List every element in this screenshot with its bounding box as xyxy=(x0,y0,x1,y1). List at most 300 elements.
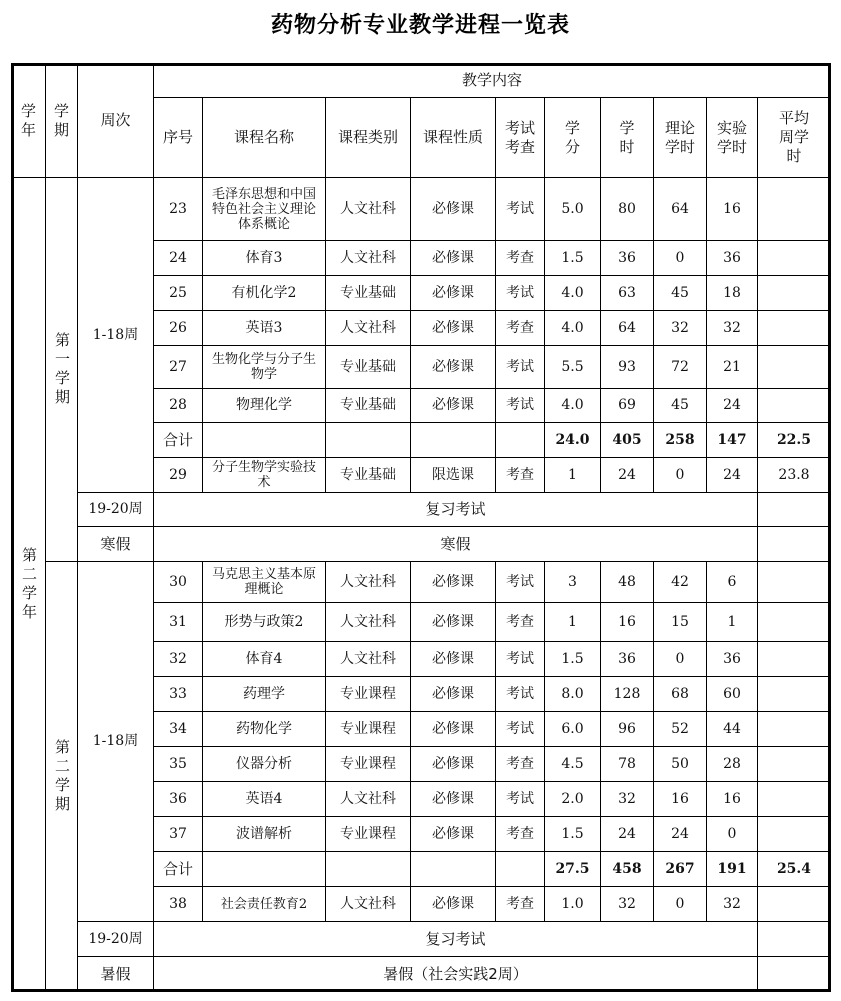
total-empty xyxy=(410,851,496,887)
course-credit xyxy=(544,345,601,389)
course-credit-text: 1.5 xyxy=(561,249,584,266)
total-theory xyxy=(653,851,707,887)
course-credit-text: 1 xyxy=(568,466,577,483)
semester-label-text: 第二学期 xyxy=(53,738,71,815)
course-exam xyxy=(495,310,545,346)
course-avg xyxy=(757,310,831,346)
course-theory xyxy=(653,457,707,493)
course-no-text: 24 xyxy=(169,249,187,266)
course-no xyxy=(153,275,203,311)
course-credit xyxy=(544,816,601,852)
total-credit xyxy=(544,422,601,458)
course-no-text: 33 xyxy=(169,685,187,702)
course-hours-text: 36 xyxy=(618,650,636,667)
course-exam-text: 考试 xyxy=(506,720,534,737)
course-category xyxy=(325,816,411,852)
course-name-text: 体育4 xyxy=(245,650,283,667)
total-theory-text: 258 xyxy=(665,431,695,448)
course-name xyxy=(202,388,326,423)
course-avg xyxy=(757,886,831,922)
course-exam xyxy=(495,602,545,642)
course-credit xyxy=(544,177,601,241)
total-label-text: 合计 xyxy=(162,859,193,878)
course-theory xyxy=(653,816,707,852)
course-nature xyxy=(410,886,496,922)
course-name xyxy=(202,816,326,852)
total-lab-text: 147 xyxy=(717,431,747,448)
course-hours-text: 69 xyxy=(618,397,636,413)
course-hours-text: 96 xyxy=(618,720,636,737)
course-theory xyxy=(653,345,707,389)
course-name xyxy=(202,781,326,817)
course-lab-text: 36 xyxy=(723,650,741,667)
course-category-text: 人文社科 xyxy=(340,200,396,217)
total-hours-text: 458 xyxy=(612,860,642,877)
course-lab xyxy=(706,561,758,603)
course-hours-text: 63 xyxy=(618,284,636,301)
course-theory-text: 68 xyxy=(671,685,689,702)
course-exam xyxy=(495,746,545,782)
course-category-text: 专业基础 xyxy=(340,358,396,375)
course-name-text: 有机化学2 xyxy=(231,284,297,301)
total-hours-text: 405 xyxy=(612,431,642,448)
course-hours xyxy=(600,781,654,817)
course-name-text: 分子生物学实验技术 xyxy=(211,460,316,490)
course-name-text: 药物化学 xyxy=(236,720,292,737)
course-category-text: 专业课程 xyxy=(340,755,396,772)
course-hours xyxy=(600,177,654,241)
course-name xyxy=(202,602,326,642)
course-nature xyxy=(410,345,496,389)
semester-label xyxy=(45,177,78,562)
course-no xyxy=(153,816,203,852)
course-credit xyxy=(544,310,601,346)
course-lab xyxy=(706,275,758,311)
header-theory xyxy=(653,97,707,178)
course-lab xyxy=(706,711,758,747)
course-lab-text: 36 xyxy=(723,249,741,266)
total-empty xyxy=(202,422,326,458)
course-name xyxy=(202,457,326,493)
course-theory-text: 0 xyxy=(675,895,685,912)
course-theory-text: 52 xyxy=(671,720,689,737)
course-hours xyxy=(600,345,654,389)
holiday-text xyxy=(153,956,758,992)
course-lab xyxy=(706,240,758,276)
course-nature xyxy=(410,781,496,817)
course-theory-text: 0 xyxy=(675,650,685,667)
course-lab xyxy=(706,457,758,493)
course-name xyxy=(202,561,326,603)
course-theory-text: 16 xyxy=(671,790,689,807)
course-nature-text: 必修课 xyxy=(432,319,474,336)
course-category-text: 人文社科 xyxy=(340,319,396,336)
course-nature xyxy=(410,746,496,782)
course-lab xyxy=(706,746,758,782)
course-lab xyxy=(706,310,758,346)
course-credit xyxy=(544,602,601,642)
course-exam-text: 考试 xyxy=(506,284,534,301)
course-no-text: 35 xyxy=(169,755,187,772)
course-exam-text: 考查 xyxy=(506,319,534,336)
review-text xyxy=(153,492,758,527)
course-no xyxy=(153,676,203,712)
semester-weeks xyxy=(77,561,154,922)
course-theory-text: 72 xyxy=(671,358,689,375)
header-nature-text: 课程性质 xyxy=(422,128,483,146)
course-exam xyxy=(495,457,545,493)
course-theory-text: 0 xyxy=(675,466,685,483)
course-exam xyxy=(495,275,545,311)
course-exam-text: 考试 xyxy=(506,650,534,667)
course-exam-text: 考查 xyxy=(506,466,534,483)
course-theory xyxy=(653,886,707,922)
course-no-text: 26 xyxy=(169,319,187,336)
review-text-text: 复习考试 xyxy=(425,929,486,948)
total-lab-text: 191 xyxy=(717,860,747,877)
header-avg xyxy=(757,97,831,178)
course-credit-text: 4.0 xyxy=(561,397,584,413)
header-avg-text: 平均周学时 xyxy=(778,109,809,165)
course-exam-text: 考查 xyxy=(506,825,534,842)
holiday-empty xyxy=(757,956,831,992)
header-content-text: 教学内容 xyxy=(461,71,522,89)
header-name-text: 课程名称 xyxy=(233,128,294,146)
course-nature-text: 必修课 xyxy=(432,825,474,842)
course-name-text: 马克思主义基本原理概论 xyxy=(211,567,316,597)
course-no xyxy=(153,388,203,423)
course-avg xyxy=(757,816,831,852)
course-avg xyxy=(757,602,831,642)
course-category xyxy=(325,746,411,782)
course-avg xyxy=(757,676,831,712)
course-hours xyxy=(600,275,654,311)
course-nature-text: 必修课 xyxy=(432,284,474,301)
course-exam xyxy=(495,816,545,852)
course-nature xyxy=(410,240,496,276)
course-lab-text: 24 xyxy=(723,466,741,483)
header-semester-text: 学期 xyxy=(53,101,69,139)
semester-weeks-text: 1-18周 xyxy=(92,733,139,749)
header-name xyxy=(202,97,326,178)
course-category-text: 专业基础 xyxy=(340,284,396,301)
course-avg xyxy=(757,388,831,423)
course-name-text: 仪器分析 xyxy=(236,755,292,772)
course-theory-text: 0 xyxy=(675,249,685,266)
course-hours-text: 78 xyxy=(618,755,636,772)
course-theory-text: 50 xyxy=(671,755,689,772)
course-nature xyxy=(410,641,496,677)
course-nature-text: 必修课 xyxy=(432,200,474,217)
course-nature xyxy=(410,457,496,493)
course-lab-text: 28 xyxy=(723,755,741,772)
course-lab-text: 32 xyxy=(723,319,741,336)
course-avg xyxy=(757,457,831,493)
course-credit xyxy=(544,240,601,276)
course-no-text: 37 xyxy=(169,825,187,842)
course-theory xyxy=(653,711,707,747)
course-lab xyxy=(706,816,758,852)
course-avg xyxy=(757,641,831,677)
total-empty xyxy=(495,851,545,887)
course-no xyxy=(153,457,203,493)
header-category xyxy=(325,97,411,178)
course-no-text: 38 xyxy=(169,895,187,912)
total-empty xyxy=(325,851,411,887)
course-theory xyxy=(653,310,707,346)
course-theory xyxy=(653,240,707,276)
course-category-text: 人文社科 xyxy=(340,249,396,266)
course-category xyxy=(325,177,411,241)
course-name-text: 波谱解析 xyxy=(236,825,292,842)
header-lab xyxy=(706,97,758,178)
course-no-text: 23 xyxy=(169,200,187,217)
course-credit xyxy=(544,641,601,677)
course-hours-text: 36 xyxy=(618,249,636,266)
course-exam xyxy=(495,240,545,276)
holiday-text xyxy=(153,526,758,562)
header-hours-text: 学时 xyxy=(619,118,635,156)
course-credit-text: 1.5 xyxy=(561,825,584,842)
total-empty xyxy=(325,422,411,458)
course-no-text: 34 xyxy=(169,720,187,737)
review-empty xyxy=(757,492,831,527)
course-credit xyxy=(544,561,601,603)
semester-weeks-text: 1-18周 xyxy=(92,326,139,343)
course-lab xyxy=(706,602,758,642)
holiday-weeks xyxy=(77,956,154,992)
total-avg xyxy=(757,422,831,458)
course-exam-text: 考查 xyxy=(506,755,534,772)
course-hours-text: 32 xyxy=(618,790,636,807)
course-lab-text: 44 xyxy=(723,720,741,737)
total-label-text: 合计 xyxy=(162,430,193,449)
total-credit xyxy=(544,851,601,887)
course-category xyxy=(325,781,411,817)
course-name xyxy=(202,177,326,241)
course-lab xyxy=(706,641,758,677)
total-hours xyxy=(600,422,654,458)
course-no-text: 31 xyxy=(169,613,187,630)
course-exam xyxy=(495,781,545,817)
course-nature xyxy=(410,676,496,712)
course-category xyxy=(325,602,411,642)
course-lab xyxy=(706,886,758,922)
course-name-text: 形势与政策2 xyxy=(224,613,304,630)
course-category-text: 人文社科 xyxy=(340,573,396,590)
course-nature-text: 必修课 xyxy=(432,755,474,772)
review-weeks xyxy=(77,492,154,527)
total-lab xyxy=(706,422,758,458)
course-no-text: 25 xyxy=(169,284,187,301)
course-nature-text: 必修课 xyxy=(432,397,474,413)
course-category xyxy=(325,275,411,311)
course-hours-text: 32 xyxy=(618,895,636,912)
course-exam-text: 考试 xyxy=(506,358,534,375)
course-name-text: 药理学 xyxy=(243,685,285,702)
total-hours xyxy=(600,851,654,887)
course-nature-text: 必修课 xyxy=(432,358,474,375)
course-category-text: 专业课程 xyxy=(340,720,396,737)
course-credit-text: 1.0 xyxy=(561,895,584,912)
total-theory xyxy=(653,422,707,458)
course-hours xyxy=(600,746,654,782)
total-label xyxy=(153,422,203,458)
course-nature xyxy=(410,177,496,241)
course-hours xyxy=(600,886,654,922)
holiday-empty xyxy=(757,526,831,562)
course-nature xyxy=(410,310,496,346)
course-exam-text: 考查 xyxy=(506,249,534,266)
course-hours-text: 64 xyxy=(618,319,636,336)
course-lab-text: 60 xyxy=(723,685,741,702)
course-lab xyxy=(706,676,758,712)
course-credit-text: 4.5 xyxy=(561,755,584,772)
course-category xyxy=(325,561,411,603)
review-weeks xyxy=(77,921,154,957)
total-avg xyxy=(757,851,831,887)
course-exam xyxy=(495,641,545,677)
course-credit xyxy=(544,711,601,747)
header-hours xyxy=(600,97,654,178)
course-theory xyxy=(653,676,707,712)
course-name-text: 生物化学与分子生物学 xyxy=(211,352,316,382)
review-empty xyxy=(757,921,831,957)
course-no-text: 27 xyxy=(169,358,187,375)
course-theory xyxy=(653,388,707,423)
course-no xyxy=(153,641,203,677)
course-hours-text: 16 xyxy=(618,613,636,630)
course-avg xyxy=(757,240,831,276)
course-nature xyxy=(410,602,496,642)
review-weeks-text: 19-20周 xyxy=(88,930,143,947)
total-credit-text: 27.5 xyxy=(555,860,590,877)
course-exam xyxy=(495,676,545,712)
course-theory xyxy=(653,641,707,677)
header-year xyxy=(11,63,46,178)
course-hours-text: 48 xyxy=(618,573,636,590)
course-exam-text: 考试 xyxy=(506,790,534,807)
total-empty xyxy=(410,422,496,458)
course-name-text: 体育3 xyxy=(245,249,283,266)
course-theory-text: 15 xyxy=(671,613,689,630)
course-hours-text: 24 xyxy=(618,466,636,483)
course-credit xyxy=(544,388,601,423)
course-exam-text: 考试 xyxy=(506,685,534,702)
course-no xyxy=(153,746,203,782)
course-credit xyxy=(544,457,601,493)
course-credit-text: 8.0 xyxy=(561,685,584,702)
course-theory-text: 42 xyxy=(671,573,689,590)
course-nature xyxy=(410,816,496,852)
course-theory xyxy=(653,746,707,782)
total-theory-text: 267 xyxy=(665,860,695,877)
course-name-text: 毛泽东思想和中国特色社会主义理论体系概论 xyxy=(211,186,316,232)
course-nature xyxy=(410,275,496,311)
course-no xyxy=(153,886,203,922)
course-exam xyxy=(495,388,545,423)
course-hours xyxy=(600,816,654,852)
course-hours-text: 80 xyxy=(618,200,636,217)
course-no xyxy=(153,345,203,389)
course-name xyxy=(202,676,326,712)
semester-weeks xyxy=(77,177,154,493)
course-credit xyxy=(544,746,601,782)
header-category-text: 课程类别 xyxy=(337,128,398,146)
course-exam xyxy=(495,177,545,241)
course-credit-text: 5.5 xyxy=(561,358,584,375)
course-nature-text: 必修课 xyxy=(432,685,474,702)
course-no-text: 28 xyxy=(169,397,187,413)
course-nature-text: 必修课 xyxy=(432,249,474,266)
course-no xyxy=(153,711,203,747)
course-lab-text: 0 xyxy=(727,825,737,842)
course-nature-text: 限选课 xyxy=(432,466,474,483)
total-avg-text: 22.5 xyxy=(776,431,812,448)
course-theory-text: 64 xyxy=(671,200,689,217)
course-lab-text: 21 xyxy=(723,358,741,375)
course-name xyxy=(202,345,326,389)
course-name xyxy=(202,746,326,782)
course-nature xyxy=(410,711,496,747)
course-lab-text: 1 xyxy=(727,613,737,630)
course-category xyxy=(325,641,411,677)
review-text xyxy=(153,921,758,957)
course-credit xyxy=(544,886,601,922)
course-category-text: 专业课程 xyxy=(340,685,396,702)
course-no-text: 32 xyxy=(169,650,187,667)
course-no xyxy=(153,177,203,241)
course-exam xyxy=(495,886,545,922)
course-theory xyxy=(653,602,707,642)
course-nature xyxy=(410,388,496,423)
course-credit-text: 6.0 xyxy=(561,720,584,737)
holiday-text-text: 暑假（社会实践2周） xyxy=(383,964,528,983)
total-lab xyxy=(706,851,758,887)
holiday-weeks xyxy=(77,526,154,562)
header-weeks xyxy=(77,63,154,178)
header-no xyxy=(153,97,203,178)
course-hours-text: 128 xyxy=(613,685,641,702)
course-hours xyxy=(600,561,654,603)
course-name xyxy=(202,641,326,677)
course-avg xyxy=(757,781,831,817)
course-name xyxy=(202,711,326,747)
course-category-text: 人文社科 xyxy=(340,613,396,630)
header-theory-text: 理论学时 xyxy=(664,118,695,156)
review-text-text: 复习考试 xyxy=(425,500,486,518)
course-no-text: 29 xyxy=(169,466,187,483)
course-hours xyxy=(600,240,654,276)
course-exam-text: 考试 xyxy=(506,397,534,413)
course-lab-text: 16 xyxy=(723,200,741,217)
course-lab-text: 18 xyxy=(723,284,741,301)
course-lab-text: 6 xyxy=(727,573,737,590)
course-nature-text: 必修课 xyxy=(432,613,474,630)
header-year-text: 学年 xyxy=(20,101,36,139)
course-theory-text: 32 xyxy=(671,319,689,336)
course-hours xyxy=(600,711,654,747)
course-lab-text: 16 xyxy=(723,790,741,807)
header-lab-text: 实验学时 xyxy=(716,118,747,156)
course-name xyxy=(202,886,326,922)
course-exam xyxy=(495,711,545,747)
header-content xyxy=(153,63,831,98)
course-theory xyxy=(653,177,707,241)
course-exam-text: 考查 xyxy=(506,895,534,912)
course-credit-text: 3 xyxy=(568,573,577,590)
course-category-text: 人文社科 xyxy=(340,790,396,807)
